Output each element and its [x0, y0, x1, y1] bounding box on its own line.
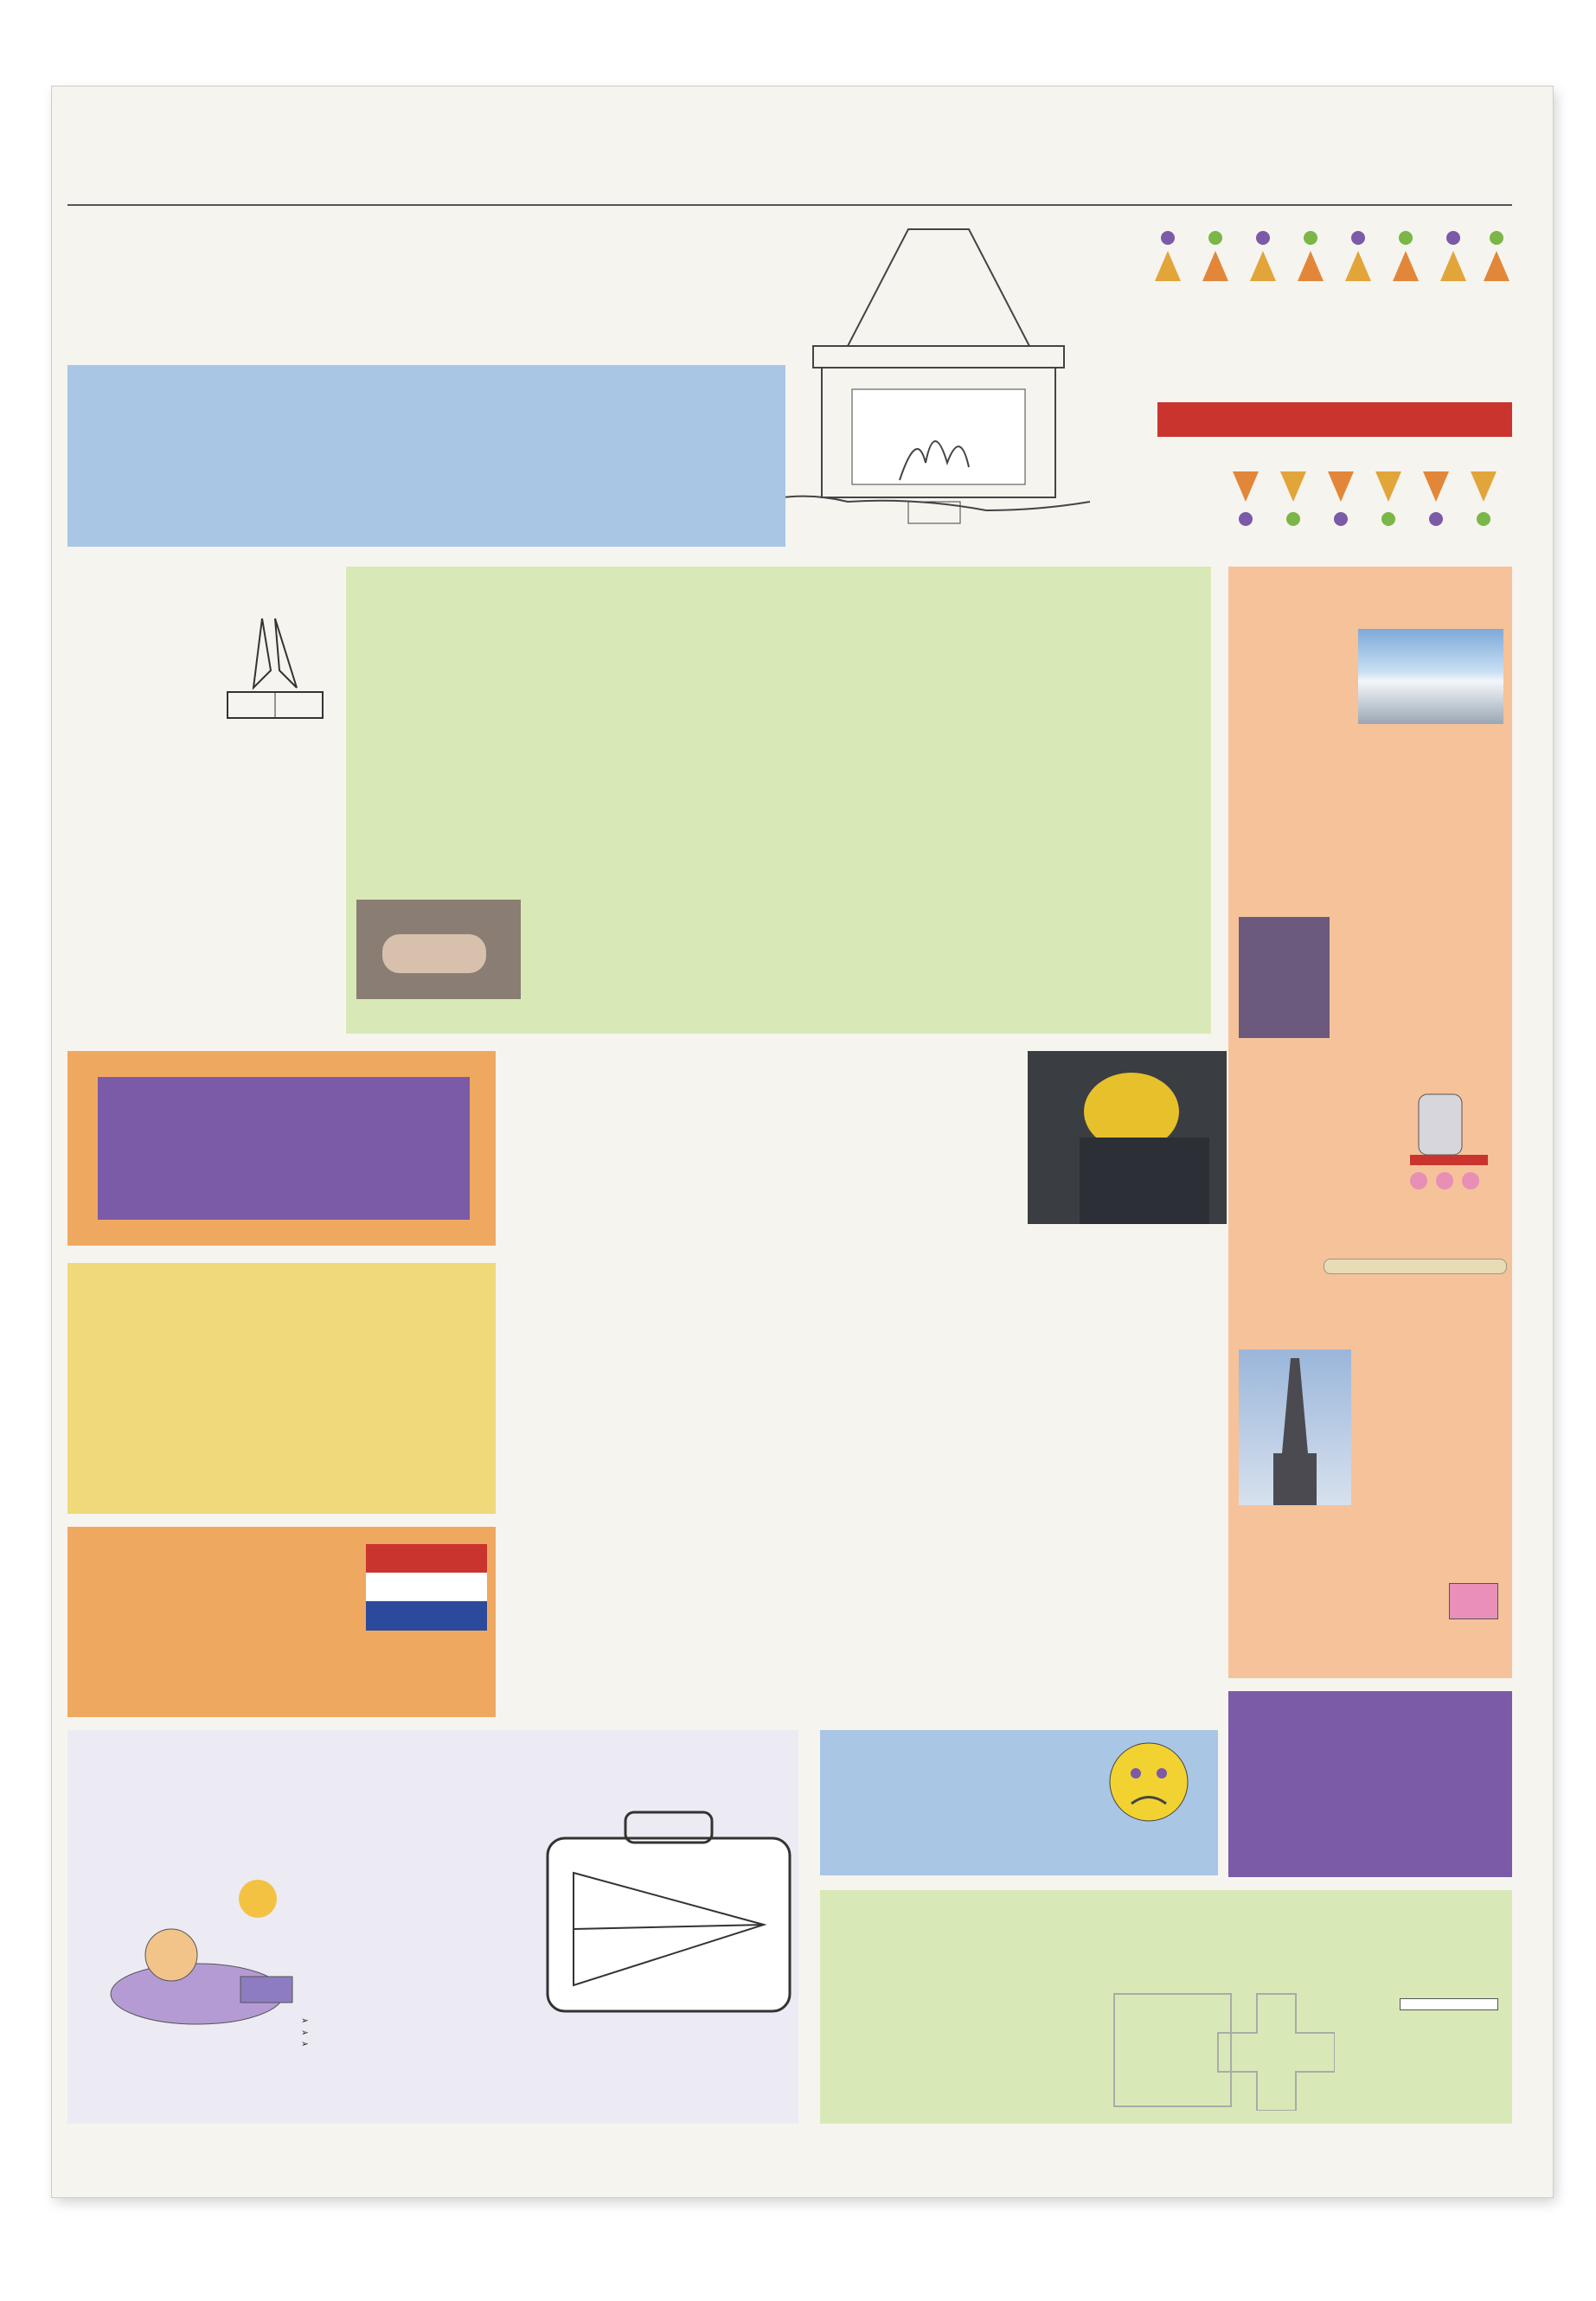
- ski-photo: [1358, 629, 1503, 724]
- header-rule: [67, 204, 1512, 206]
- hallo-section: [67, 562, 336, 1047]
- maart6-q-3: ➢: [301, 2040, 309, 2049]
- reglement-rules: [98, 419, 772, 420]
- maart6-panel: [67, 1730, 798, 2124]
- email-address[interactable]: [1157, 402, 1512, 437]
- church-photo: [1239, 1349, 1351, 1505]
- welkom-flag: [366, 1544, 487, 1631]
- plane-illustration: [85, 1873, 318, 2046]
- jarig-panel: [67, 1051, 496, 1246]
- bon-panel: [1228, 1691, 1512, 1877]
- maart4-panel: [346, 567, 1211, 1034]
- cross-shape-illustration: [1110, 1990, 1335, 2111]
- praying-hands-icon: [210, 610, 331, 722]
- crossword-grid: [701, 1215, 1064, 1713]
- fireplace-illustration: [779, 221, 1142, 549]
- decorative-pennants-top: [1151, 229, 1514, 298]
- maart6-q-2: ➢: [301, 2028, 309, 2038]
- flags-bottom-row: [72, 2067, 798, 2119]
- decorative-pennants-bottom: [1228, 467, 1514, 532]
- teruggetikt-panel: [1228, 567, 1512, 1678]
- book-cover-photo: [1239, 917, 1330, 1038]
- slot-panel: [820, 1890, 1512, 2124]
- flags-top-row: [72, 1739, 798, 1791]
- bible-hands-photo: [356, 900, 521, 999]
- jarig-inner: [98, 1077, 470, 1220]
- recorder-icon: [1324, 1259, 1507, 1274]
- sad-face-icon: [1097, 1739, 1201, 1825]
- maart6-questions: [301, 2016, 517, 2051]
- maart6-q-1: ➢: [301, 2016, 309, 2026]
- letters-panel: [67, 1527, 496, 1717]
- reglement-panel: [67, 365, 785, 547]
- punten-pennant-border: [67, 1263, 496, 1280]
- skates-icon: [1401, 1086, 1501, 1198]
- afscheid-panel: [820, 1730, 1218, 1875]
- slot-question-box: [1400, 1998, 1498, 2010]
- bag-icon: [1449, 1583, 1498, 1619]
- punten-panel: [67, 1263, 496, 1514]
- gloves-photo: [1028, 1051, 1227, 1224]
- suitcase-illustration: [539, 1804, 798, 2020]
